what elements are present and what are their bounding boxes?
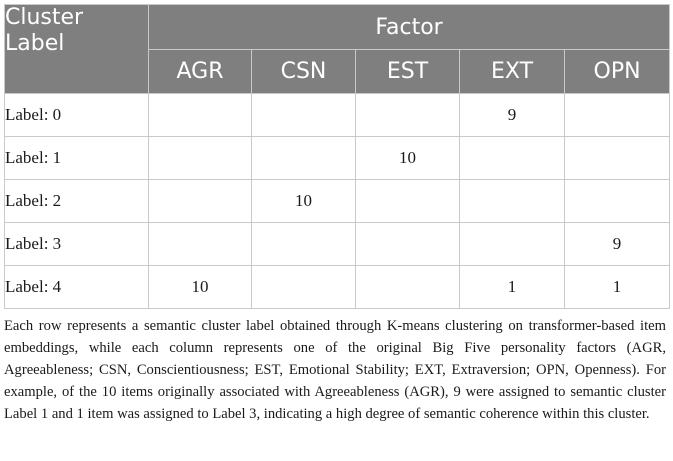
table-cell: 10 xyxy=(252,180,356,223)
table-cell xyxy=(356,94,460,137)
table-row xyxy=(5,180,670,223)
table-cell xyxy=(565,180,670,223)
table-cell xyxy=(460,180,565,223)
table-cell xyxy=(460,223,565,266)
table-cell: 1 xyxy=(460,266,565,309)
row-label: Label: 3 xyxy=(5,223,149,266)
table-cell: 1 xyxy=(565,266,670,309)
table-cell: 9 xyxy=(460,94,565,137)
cluster-label-header: Cluster Label xyxy=(5,5,149,94)
header-row-top xyxy=(5,5,670,50)
column-header-opn: OPN xyxy=(565,50,670,94)
table-cell: 10 xyxy=(149,266,252,309)
table-cell xyxy=(252,137,356,180)
table-cell xyxy=(565,137,670,180)
table-caption: Each row represents a semantic cluster label obtained through K-means clustering on transformer-based item embeddings, while each column represents one of the original Big Five personality factors (AGR, Agreeableness; CSN, Conscientiousness; EST, Emotional Stability; EXT, Extraversion; OPN, Openness). For example, of the 10 items originally associated with Agreeableness (AGR), 9 were assigned to semantic cluster Label 1 and 1 item was assigned to Label 3, indicating a high degree of semantic coherence within this cluster. xyxy=(4,318,666,422)
table-cell xyxy=(252,223,356,266)
table-cell xyxy=(149,137,252,180)
table-row xyxy=(5,94,670,137)
table-row xyxy=(5,223,670,266)
table-cell xyxy=(356,180,460,223)
row-label: Label: 1 xyxy=(5,137,149,180)
table-figure xyxy=(4,4,669,440)
table-cell xyxy=(565,94,670,137)
table-cell xyxy=(149,180,252,223)
table-cell xyxy=(149,223,252,266)
table-cell xyxy=(252,266,356,309)
table-cell xyxy=(149,94,252,137)
column-header-agr: AGR xyxy=(149,50,252,94)
table-cell: 9 xyxy=(565,223,670,266)
row-label: Label: 2 xyxy=(5,180,149,223)
column-header-csn: CSN xyxy=(252,50,356,94)
table-cell xyxy=(356,223,460,266)
factor-group-header: Factor xyxy=(149,5,670,50)
cluster-factor-table xyxy=(4,4,670,309)
table-cell: 10 xyxy=(356,137,460,180)
column-header-est: EST xyxy=(356,50,460,94)
table-cell xyxy=(252,94,356,137)
column-header-ext: EXT xyxy=(460,50,565,94)
table-cell xyxy=(460,137,565,180)
table-cell xyxy=(356,266,460,309)
row-label: Label: 4 xyxy=(5,266,149,309)
table-row xyxy=(5,266,670,309)
table-row xyxy=(5,137,670,180)
row-label: Label: 0 xyxy=(5,94,149,137)
